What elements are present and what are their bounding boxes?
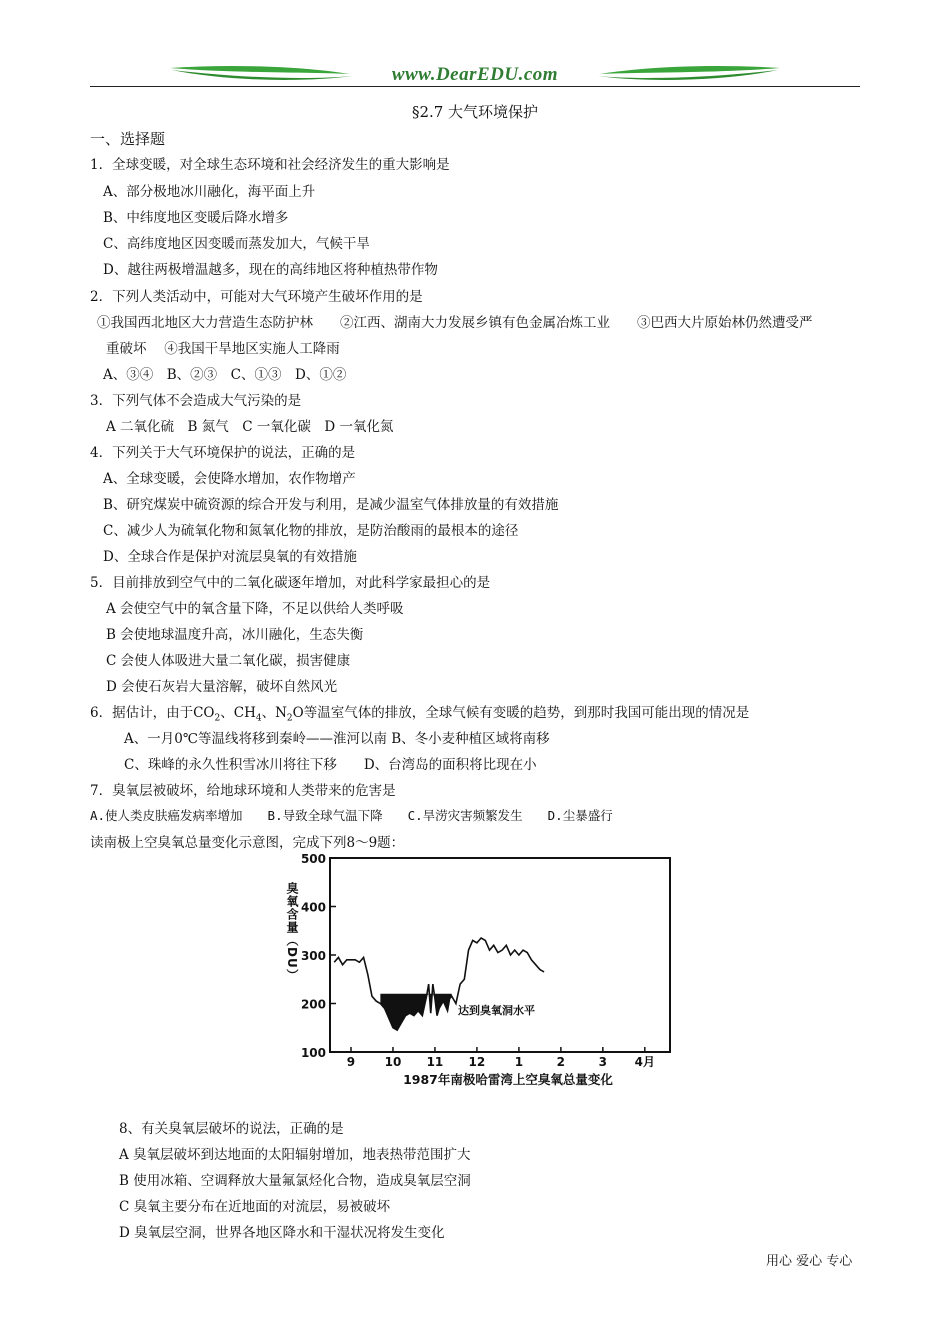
- text-line: 4．下列关于大气环境保护的说法，正确的是: [90, 445, 356, 461]
- text-line: A 二氧化硫 B 氮气 C 一氧化碳 D 一氧化氮: [106, 419, 394, 435]
- text-line: B 使用冰箱、空调释放大量氟氯烃化合物，造成臭氧层空洞: [119, 1173, 471, 1189]
- header-rule: [90, 86, 860, 87]
- y-tick-label: 400: [300, 900, 326, 915]
- q6-text-pre: 6．据估计，由于CO: [90, 705, 215, 721]
- text-line: C、高纬度地区因变暖而蒸发加大，气候干旱: [103, 236, 370, 252]
- q6-n2o-subscript: 2: [286, 713, 293, 724]
- text-line: A、③④ B、②③ C、①③ D、①②: [103, 367, 347, 383]
- y-tick-label: 500: [300, 852, 326, 866]
- text-line: C、减少人为硫氧化物和氮氧化物的排放，是防治酸雨的最根本的途径: [103, 523, 519, 539]
- y-tick-label: 200: [300, 997, 326, 1012]
- chart-title: 1987年南极哈雷湾上空臭氧总量变化: [403, 1072, 613, 1087]
- x-tick-label: 4月: [634, 1055, 655, 1069]
- text-line: 8、有关臭氧层破坏的说法，正确的是: [119, 1121, 344, 1137]
- x-tick-label: 9: [346, 1055, 356, 1069]
- question-6: [90, 701, 749, 724]
- ozone-chart-svg: [282, 852, 682, 1092]
- y-axis-label: 臭氧含量（DU）: [285, 882, 299, 982]
- text-line: 7．臭氧层被破坏，给地球环境和人类带来的危害是: [90, 783, 396, 799]
- ozone-chart: [282, 852, 682, 1092]
- x-tick-label: 1: [514, 1055, 524, 1069]
- text-line: 5．目前排放到空气中的二氧化碳逐年增加，对此科学家最担心的是: [90, 575, 491, 591]
- text-line: D 会使石灰岩大量溶解，破坏自然风光: [106, 679, 338, 695]
- y-tick-label: 100: [300, 1046, 326, 1060]
- x-tick-label: 3: [598, 1055, 608, 1069]
- text-line: 重破坏 ④我国干旱地区实施人工降雨: [106, 341, 340, 357]
- x-tick-label: 10: [384, 1055, 402, 1069]
- section-heading: 一、选择题: [90, 130, 166, 148]
- y-tick-label: 300: [300, 949, 326, 963]
- footer-motto: 用心 爱心 专心: [766, 1254, 853, 1269]
- text-line: C 臭氧主要分布在近地面的对流层，易被破坏: [119, 1199, 391, 1215]
- page-title: §2.7 大气环境保护: [411, 103, 539, 121]
- q7-options: A.使人类皮肤癌发病率增加 B.导致全球气温下降 C.旱涝灾害频繁发生 D.尘暴盛行: [90, 808, 613, 823]
- text-line: 1．全球变暖，对全球生态环境和社会经济发生的重大影响是: [90, 157, 450, 173]
- text-line: D 臭氧层空洞，世界各地区降水和干湿状况将发生变化: [119, 1225, 445, 1241]
- text-line: ①我国西北地区大力营造生态防护林 ②江西、湖南大力发展乡镇有色金属冶炼工业 ③巴西大片原始林仍然遭受严: [97, 315, 813, 331]
- x-tick-label: 12: [468, 1055, 486, 1069]
- text-line: C、珠峰的永久性积雪冰川将往下移 D、台湾岛的面积将比现在小: [124, 757, 537, 773]
- q6-co2-subscript: 2: [214, 713, 221, 724]
- x-tick-label: 11: [426, 1055, 444, 1069]
- chart-frame: [330, 858, 670, 1052]
- ozone-hole-annotation: 达到臭氧洞水平: [458, 1004, 536, 1018]
- text-line: 读南极上空臭氧总量变化示意图，完成下列8～9题：: [90, 835, 405, 851]
- q6-ch4-subscript: 4: [255, 713, 262, 724]
- q6-text-mid2: 、N: [261, 705, 287, 721]
- text-line: B 会使地球温度升高，冰川融化，生态失衡: [106, 627, 364, 643]
- text-line: B、中纬度地区变暖后降水增多: [103, 210, 289, 226]
- text-line: D、全球合作是保护对流层臭氧的有效措施: [103, 549, 357, 565]
- text-line: A 臭氧层破坏到达地面的太阳辐射增加，地表热带范围扩大: [119, 1147, 471, 1163]
- text-line: D、越往两极增温越多，现在的高纬地区将种植热带作物: [103, 262, 438, 278]
- q6-text-post: O等温室气体的排放，全球气候有变暖的趋势，到那时我国可能出现的情况是: [292, 705, 750, 721]
- q6-text-mid1: 、CH: [220, 705, 256, 721]
- x-tick-label: 2: [556, 1055, 566, 1069]
- text-line: A 会使空气中的氧含量下降，不足以供给人类呼吸: [106, 601, 404, 617]
- text-line: 3．下列气体不会造成大气污染的是: [90, 393, 302, 409]
- site-logo-text: www.DearEDU.com: [391, 64, 559, 85]
- text-line: A、全球变暖，会使降水增加，农作物增产: [103, 471, 356, 487]
- text-line: A、部分极地冰川融化，海平面上升: [103, 184, 316, 200]
- text-line: 2．下列人类活动中，可能对大气环境产生破坏作用的是: [90, 289, 423, 305]
- text-line: B、研究煤炭中硫资源的综合开发与利用，是减少温室气体排放量的有效措施: [103, 497, 559, 513]
- text-line: C 会使人体吸进大量二氧化碳，损害健康: [106, 653, 351, 669]
- text-line: A、一月0℃等温线将移到秦岭——淮河以南 B、冬小麦种植区域将南移: [124, 731, 550, 747]
